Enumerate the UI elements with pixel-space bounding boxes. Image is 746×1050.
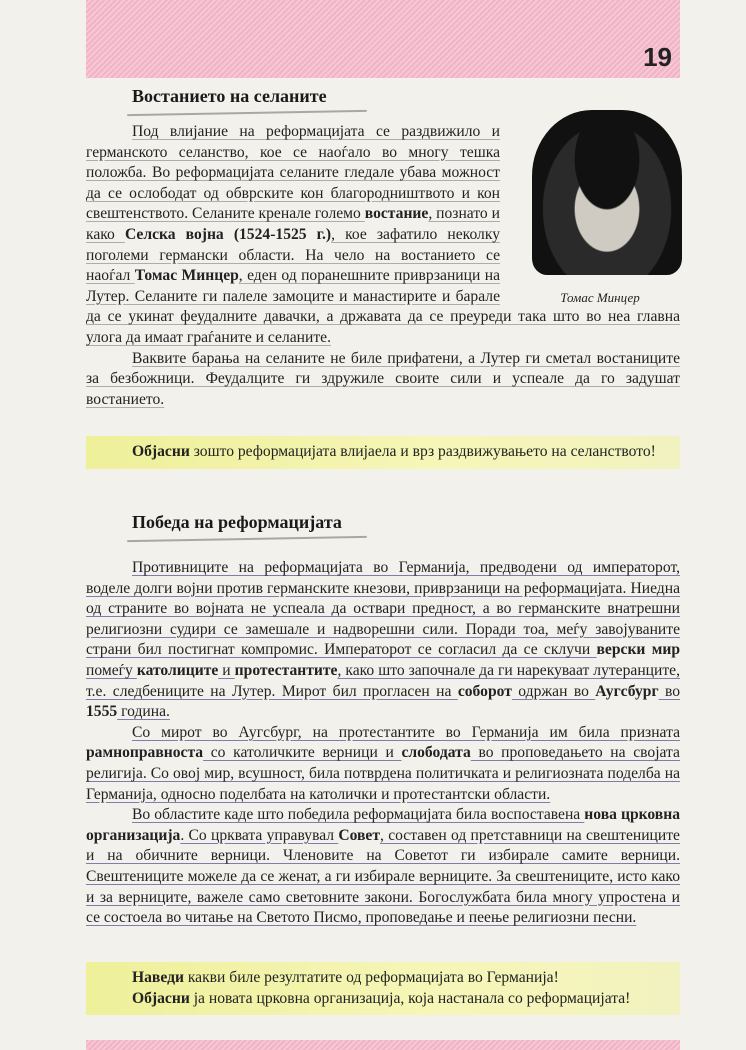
bold-term: верски мир <box>596 641 681 659</box>
text-run: Со мирот во Аугсбург, на протестантите во Германија им била призната <box>132 723 680 741</box>
bold-term: Објасни <box>132 443 190 460</box>
text-run: во <box>658 682 680 700</box>
bold-term: Томас Минцер <box>134 267 239 285</box>
text-run: Под влијание на реформацијата се раздвижило и германското селанство, кое се наоѓало во многу тешка положба. Во реформацијата селаните гледале убава можност да се ослободат од обврските кон благородништвото и кон свештенството. Селаните кренале големо <box>86 123 500 223</box>
bold-term: Совет <box>338 826 381 844</box>
bold-term: востание <box>364 205 429 223</box>
section-victory-body <box>86 558 680 929</box>
task-text <box>86 968 670 1009</box>
text-run: Противниците на реформацијата во Германија, предводени од императорот, воделе долги војни против германските кнезови, приврзаници на реформацијата. Ниедна од страните во војната не успеала да оствари предност, а во германските внатрешни религиозни судири се замешале и надворешни сили. Поради тоа, меѓу завојуваните страни бил постигнат компромис. Императорот се согласил да се склучи <box>86 559 680 659</box>
bold-term: католиците <box>136 661 219 679</box>
bold-term: Аугсбург <box>595 682 659 700</box>
bold-term: Објасни <box>132 989 190 1007</box>
text-run: година. <box>117 703 170 721</box>
text-run: во проповедањето на својата религија. Со овој мир, всушност, била потврдена политичката и религиозната поделба на Германија, односно поделбата на католички и протестантски области. <box>86 744 680 803</box>
portrait-figure <box>510 110 690 305</box>
paragraph <box>86 805 680 929</box>
bold-term: 1555 <box>86 703 118 721</box>
bold-term: протестантите <box>234 661 338 679</box>
text-run: , познато и како <box>86 205 500 243</box>
text-run: помеѓу <box>86 661 137 679</box>
text-run: , кое зафатило неколку поголеми германски области. На чело на востанието се наоѓал <box>86 225 500 285</box>
paragraph <box>86 442 670 463</box>
bold-term: нова црковна организација <box>86 806 681 844</box>
text-run: и <box>218 661 235 679</box>
bold-term: слободата <box>401 744 471 762</box>
text-run: одржан во <box>511 682 596 700</box>
portrait-thomas-muntzer <box>532 110 682 275</box>
paragraph <box>86 989 670 1010</box>
bold-term: Селска војна (1524-1525 г.) <box>124 225 332 243</box>
text-run: , како што започнале да ги нарекуваат лутеранците, т.е. следбениците на Лутер. Мирот бил прогласен на <box>86 661 680 700</box>
section-heading-peasant-uprising: Востанието на селаните <box>132 86 327 106</box>
bold-term: рамноправноста <box>86 744 204 762</box>
task-box-2 <box>86 962 680 1015</box>
text-run: Во областите каде што победила реформацијата била воспоставена <box>132 806 585 824</box>
text-run: Ваквите барања на селаните не биле прифатени, а Лутер ги сметал востаниците за безбожници. Феудалците ги здружиле своите сили и успеале да го задушат востанието. <box>86 349 680 408</box>
text-run: зошто реформацијата влијаела и врз раздвижувањето на селанството! <box>189 443 656 460</box>
page-number: 19 <box>643 42 672 72</box>
bold-term: соборот <box>457 682 512 700</box>
paragraphs <box>86 558 680 929</box>
text-run: какви биле резултатите од реформацијата во Германија! <box>183 969 559 986</box>
text-run: , еден од поранешните приврзаници на Лутер. Селаните ги палеле замоците и манастирите и барале да се укинат феудалните давачки, а државата да се преуреди така што во неа главна улога да имаат граѓаните и селаните. <box>86 267 680 346</box>
paragraph <box>86 349 680 411</box>
footer-band <box>86 1040 680 1050</box>
task-text <box>86 442 670 463</box>
header-band <box>86 0 680 78</box>
paragraph <box>86 723 680 805</box>
task-box-1 <box>86 436 680 469</box>
section-uprising-body <box>86 122 680 410</box>
text-run: , составен од претставници на свештениците и на обичните верници. Членовите на Советот ги избирале самите верници. Свештениците можеле да се женат, а ги избирале верниците. За свештениците, исто како и за верниците, важеле само световните закони. Богослужбата била многу упростена и се состоела во читање на Светото Писмо, проповедање и пеење религиозни песни. <box>86 826 680 927</box>
bold-term: Наведи <box>132 969 184 986</box>
section-heading-reformation-victory: Победа на реформацијата <box>132 512 342 532</box>
paragraph <box>86 558 680 723</box>
text-run: . Со црквата управувал <box>180 826 339 844</box>
paragraph <box>86 968 670 989</box>
portrait-caption: Томас Минцер <box>560 290 640 305</box>
text-run: со католичките верници и <box>203 744 402 762</box>
text-run: ја новата црковна организација, која настанала со реформацијата! <box>189 989 631 1007</box>
